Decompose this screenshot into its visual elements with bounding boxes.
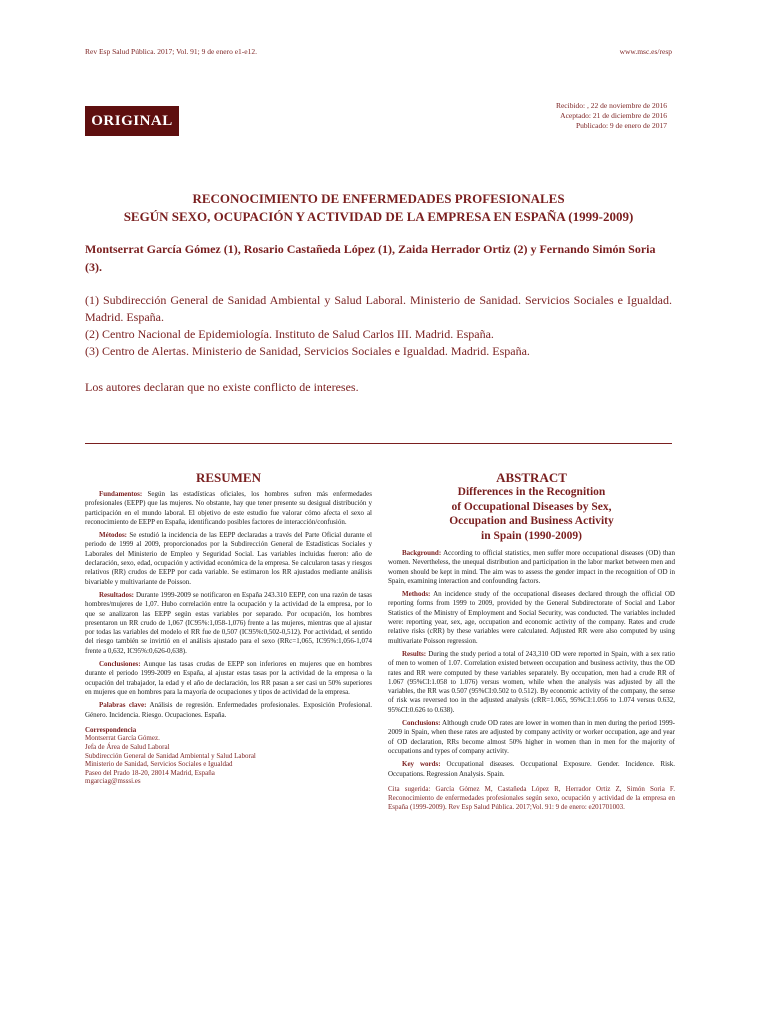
title-line-1: RECONOCIMIENTO DE ENFERMEDADES PROFESIONALES	[192, 191, 565, 206]
affiliations	[85, 292, 672, 360]
abstract-heading: ABSTRACT	[496, 470, 567, 485]
article-title	[85, 190, 672, 226]
correspondence-line: Jefa de Área de Salud Laboral	[85, 743, 170, 752]
abstract-results: Results: During the study period a total of 243,310 OD were reported in Spain, with a sex ratio of men to women of 1.07. Correlation existed between occupation and business activity, thus the OD rates and RR were computed by these variables separately. By occupation, men had a crude RR of 1.067 (95%CI:1.058 to 1.076) versus women, while when the analysis was adjusted by all the variables, the RR was 0.507 (95%CI:0.502 to 0.512). By economic activity of the company, the sense of risk was reversed too in the adjusted analysis (cRR=1.065, 95%CI:1.056 to 1.074 versus 0.632, 95%CI:0.626 to 0.638).	[388, 649, 676, 714]
correspondence-line: Paseo del Prado 18-20, 28014 Madrid, España	[85, 768, 215, 777]
section-divider	[85, 443, 672, 444]
resumen-heading: RESUMEN	[195, 470, 261, 485]
journal-url-link[interactable]: www.msc.es/resp	[619, 47, 672, 56]
correspondence-line: Montserrat García Gómez.	[85, 734, 160, 743]
received-date: Recibido: , 22 de noviembre de 2016	[555, 101, 667, 110]
conflict-of-interest: Los autores declaran que no existe conflicto de intereses.	[85, 380, 359, 394]
running-header-citation: Rev Esp Salud Pública. 2017; Vol. 91; 9 de enero e1-e12.	[85, 47, 257, 56]
abstract-column	[388, 470, 675, 813]
correspondence-line: Subdirección General de Sanidad Ambiental y Salud Laboral	[85, 751, 256, 760]
article-type-badge: ORIGINAL	[85, 106, 179, 136]
published-date: Publicado: 9 de enero de 2017	[575, 121, 667, 130]
correspondence-email-link[interactable]: mgarciag@msssi.es	[85, 777, 141, 786]
affiliation-2: (2) Centro Nacional de Epidemiología. Instituto de Salud Carlos III. Madrid. España.	[85, 327, 494, 341]
affiliation-1: (1) Subdirección General de Sanidad Ambiental y Salud Laboral. Ministerio de Sanidad. Servicios Sociales e Igualdad. Madrid. España.	[85, 293, 672, 324]
resumen-keywords: Palabras clave: Análisis de regresión. Enfermedades profesionales. Exposición Profesional. Género. Incidencia. Riesgo. Ocupaciones. España.	[85, 701, 372, 719]
title-line-2: SEGÚN SEXO, OCUPACIÓN Y ACTIVIDAD DE LA EMPRESA EN ESPAÑA (1999-2009)	[123, 209, 634, 224]
resumen-column	[85, 470, 372, 786]
correspondence-heading: Correspondencia	[85, 725, 137, 734]
suggested-citation: Cita sugerida: García Gómez M, Castañeda López R, Herrador Ortiz Z, Simón Soria F. Reconocimiento de enfermedades profesionales según sexo, ocupación y actividad de la empresa en España (1999-2009). Rev Esp Salud Pública. 2017;Vol. 91: 9 de enero: e201701003.	[388, 784, 675, 812]
accepted-date: Aceptado: 21 de diciembre de 2016	[560, 111, 667, 120]
resumen-conclusiones: Conclusiones: Aunque las tasas crudas de EEPP son inferiores en mujeres que en hombres durante el periodo 1999-2009 en España, al ajustar estas tasas por la actividad de la empresa o la ocupación del trabajador, la edad y el año de declaración, los RR pasan a ser casi un 50% superiores en mujeres que en hombres para la mayoría de ocupaciones y tipos de actividad de la empresa.	[85, 660, 372, 696]
abstract-conclusions: Conclusions: Although crude OD rates are lower in women than in men during the period 1999-2009 in Spain, when these rates are adjusted by company activity or worker occupation, age and year of OD declaration, RRs become almost 50% higher in women than in men for the majority of occupations and types of company activity.	[388, 719, 675, 755]
resumen-metodos: Métodos: Se estudió la incidencia de las EEPP declaradas a través del Parte Oficial durante el periodo de 1999 al 2009, proporcionados por la Subdirección General de Estadísticas Sociales y Laborales del Ministerio de Empleo y Seguridad Social. Las variables incluidas fueron: año de declaración, sexo, edad, ocupación y actividad económica de la empresa. Se calcularon tasas y riesgos relativos (RR) crudos de EEPP por cada variable. Se estimaron los RR ajustados mediante análisis bivariable y multivariante de Poisson.	[85, 531, 373, 586]
resumen-resultados: Resultados: Durante 1999-2009 se notificaron en España 243.310 EEPP, con una razón de tasas hombres/mujeres de 1,07. Hubo correlación entre la ocupación y la actividad de la empresa, por lo que se analizaron las EEPP según estas variables por separado. Por ocupación, los hombres presentaron un RR crudo de 1,067 (IC95%:1,058-1,076) frente a las mujeres, mientras que al ajustar por todas las variables del modelo el RR fue de 0,507 (IC95%:0,502-0,512). Por actividad, el sentido del riesgo también se invirtió en el análisis ajustado para el sexo (RRc=1,065, IC95%:1,056-1,074 frente a 0,632, IC95%:0,626-0,638).	[85, 590, 372, 655]
affiliation-3: (3) Centro de Alertas. Ministerio de Sanidad, Servicios Sociales e Igualdad. Madrid. España.	[85, 344, 530, 358]
resumen-fundamentos: Fundamentos: Según las estadísticas oficiales, los hombres sufren más enfermedades profesionales (EEPP) que las mujeres. No obstante, hay que tener presente su desigual distribución y participación en el mundo laboral. El objetivo de este estudio fue valorar cómo afecta el sexo al reconocimiento de EEPP en España, identificando posibles factores de interacción/confusión.	[85, 490, 373, 526]
abstract-english-title: Differences in the Recognition of Occupational Diseases by Sex, Occupation and Business Activity in Spain (1990-2009)	[449, 486, 614, 542]
abstract-keywords: Key words: Occupational diseases. Occupational Exposure. Gender. Incidence. Risk. Occupations. Regression Analysis. Spain.	[388, 760, 675, 778]
correspondence-block	[85, 726, 372, 786]
author-list: Montserrat García Gómez (1), Rosario Castañeda López (1), Zaida Herrador Ortiz (2) y Fernando Simón Soria (3).	[85, 242, 656, 274]
abstract-background: Background: According to official statistics, men suffer more occupational diseases (OD) than women. Nevertheless, the unequal distribution and participation in the labor market between men and women should be kept in mind. The aim was to assess the gender impact in the recognition of OD in Spain, examining interaction and confounding factors.	[388, 549, 675, 585]
publication-dates	[556, 101, 667, 131]
correspondence-line: Ministerio de Sanidad, Servicios Sociales e Igualdad	[85, 760, 233, 769]
abstract-methods: Methods: An incidence study of the occupational diseases declared through the official OD reporting forms from 1999 to 2009, provided by the General Subdirectorate of Social and Labor Statistics of the Ministry of Employment and Social Security, was conducted. The variables included were: reporting year, sex, age, occupation and economic activity of the company. Rates and crude relative risks (cRR) by these variables were calculated. Adjusted RR were also computed by using multivariate Poisson regression.	[388, 590, 675, 645]
